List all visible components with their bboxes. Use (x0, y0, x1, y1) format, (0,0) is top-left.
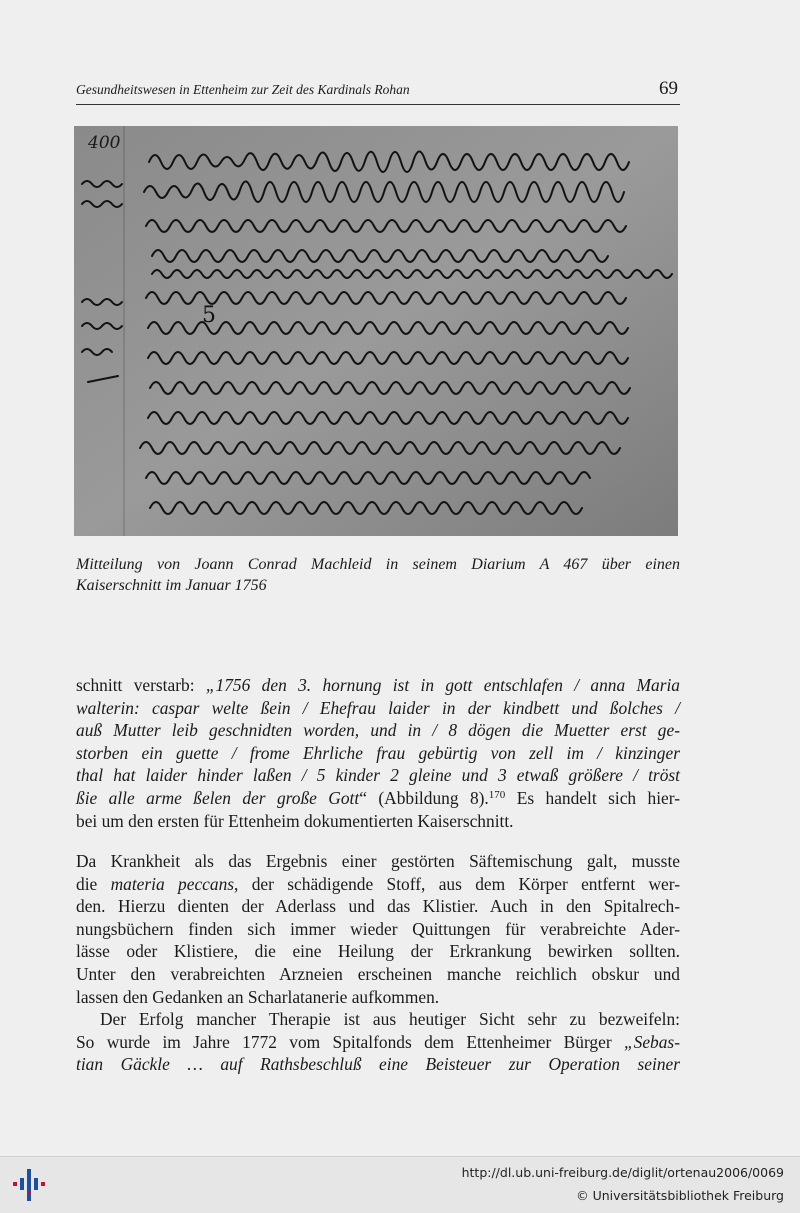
text-line: nungsbüchern finden sich immer wieder Quittungen für verabreichte Ader- (76, 918, 680, 939)
text-run: Es handelt sich hier- (505, 787, 680, 808)
running-header (76, 78, 680, 105)
body-text (76, 674, 680, 832)
page-number: 69 (659, 78, 678, 99)
body-text (76, 850, 680, 1076)
quote-run: walterin: caspar welte ßein / Ehefrau laider in der kindbett und ßolches / (76, 697, 680, 718)
source-url-link[interactable]: http://dl.ub.uni-freiburg.de/diglit/ortenau2006/0069 (461, 1165, 784, 1180)
quote-run: storben ein guette / frome Ehrliche frau gebürtig von zell im / kinzinger (76, 742, 680, 763)
text-line (76, 674, 680, 697)
text-line (76, 1053, 680, 1076)
caption-line: Mitteilung von Joann Conrad Machleid in seinem Diarium A 467 über einen (76, 556, 680, 573)
text-line: Der Erfolg mancher Therapie ist aus heutiger Sicht sehr zu bezweifeln: (100, 1009, 680, 1030)
text-run: “ (Abbildung 8). (359, 787, 489, 808)
copyright-notice: © Universitätsbibliothek Freiburg (576, 1188, 784, 1203)
ub-freiburg-logo-icon (10, 1165, 54, 1205)
quote-run: „Sebas- (623, 1031, 680, 1052)
quote-run: ßie alle arme ßelen der große Gott (76, 787, 360, 808)
text-line: den. Hierzu dienten der Aderlass und das Klistier. Auch in den Spitalrech- (76, 896, 680, 917)
text-line (76, 742, 680, 765)
manuscript-handwriting (74, 126, 678, 536)
text-line (76, 873, 680, 896)
latin-term: materia peccans (110, 873, 235, 894)
running-title: Gesundheitswesen in Ettenheim zur Zeit des Kardinals Rohan (76, 82, 410, 97)
text-line (76, 719, 680, 742)
text-line: Unter den verabreichten Arzneien erscheinen manche reichlich obskur und (76, 963, 680, 984)
text-line (76, 787, 680, 810)
text-line (76, 764, 680, 787)
text-line (76, 1031, 680, 1054)
footnote-ref: 170 (488, 788, 506, 801)
manuscript-number: 400 (88, 133, 121, 153)
text-run: schnitt verstarb: (76, 675, 206, 695)
manuscript-digit: 5 (202, 303, 216, 328)
manuscript-image (74, 126, 678, 536)
text-run: die (76, 873, 111, 894)
text-line: lässe oder Klistiere, die eine Heilung der Erkrankung bewirken sollten. (76, 941, 680, 962)
text-line: lassen den Gedanken an Scharlatanerie aufkommen. (76, 986, 440, 1007)
caption-line: Kaiserschnitt im Januar 1756 (76, 577, 267, 594)
figure-caption (76, 554, 680, 596)
text-run: , der schädigende Stoff, aus dem Körper entfernt wer- (234, 873, 681, 894)
text-line: bei um den ersten für Ettenheim dokumentierten Kaiserschnitt. (76, 810, 514, 831)
quote-run: auß Mutter leib geschnidten worden, und in / 8 dögen die Muetter erst ge- (76, 720, 680, 741)
footer-bar (0, 1156, 800, 1213)
text-run: So wurde im Jahre 1772 vom Spitalfonds dem Ettenheimer Bürger (76, 1031, 624, 1052)
text-line (76, 697, 680, 720)
quote-run: „1756 den 3. hornung ist in gott entschlafen / anna Maria (205, 675, 680, 695)
text-line: Da Krankheit als das Ergebnis einer gestörten Säftemischung galt, musste (76, 851, 680, 871)
quote-run: tian Gäckle … auf Rathsbeschluß eine Beisteuer zur Operation seiner (76, 1054, 680, 1075)
quote-run: thal hat laider hinder laßen / 5 kinder 2 gleine und 3 etwaß größere / tröst (76, 765, 680, 786)
